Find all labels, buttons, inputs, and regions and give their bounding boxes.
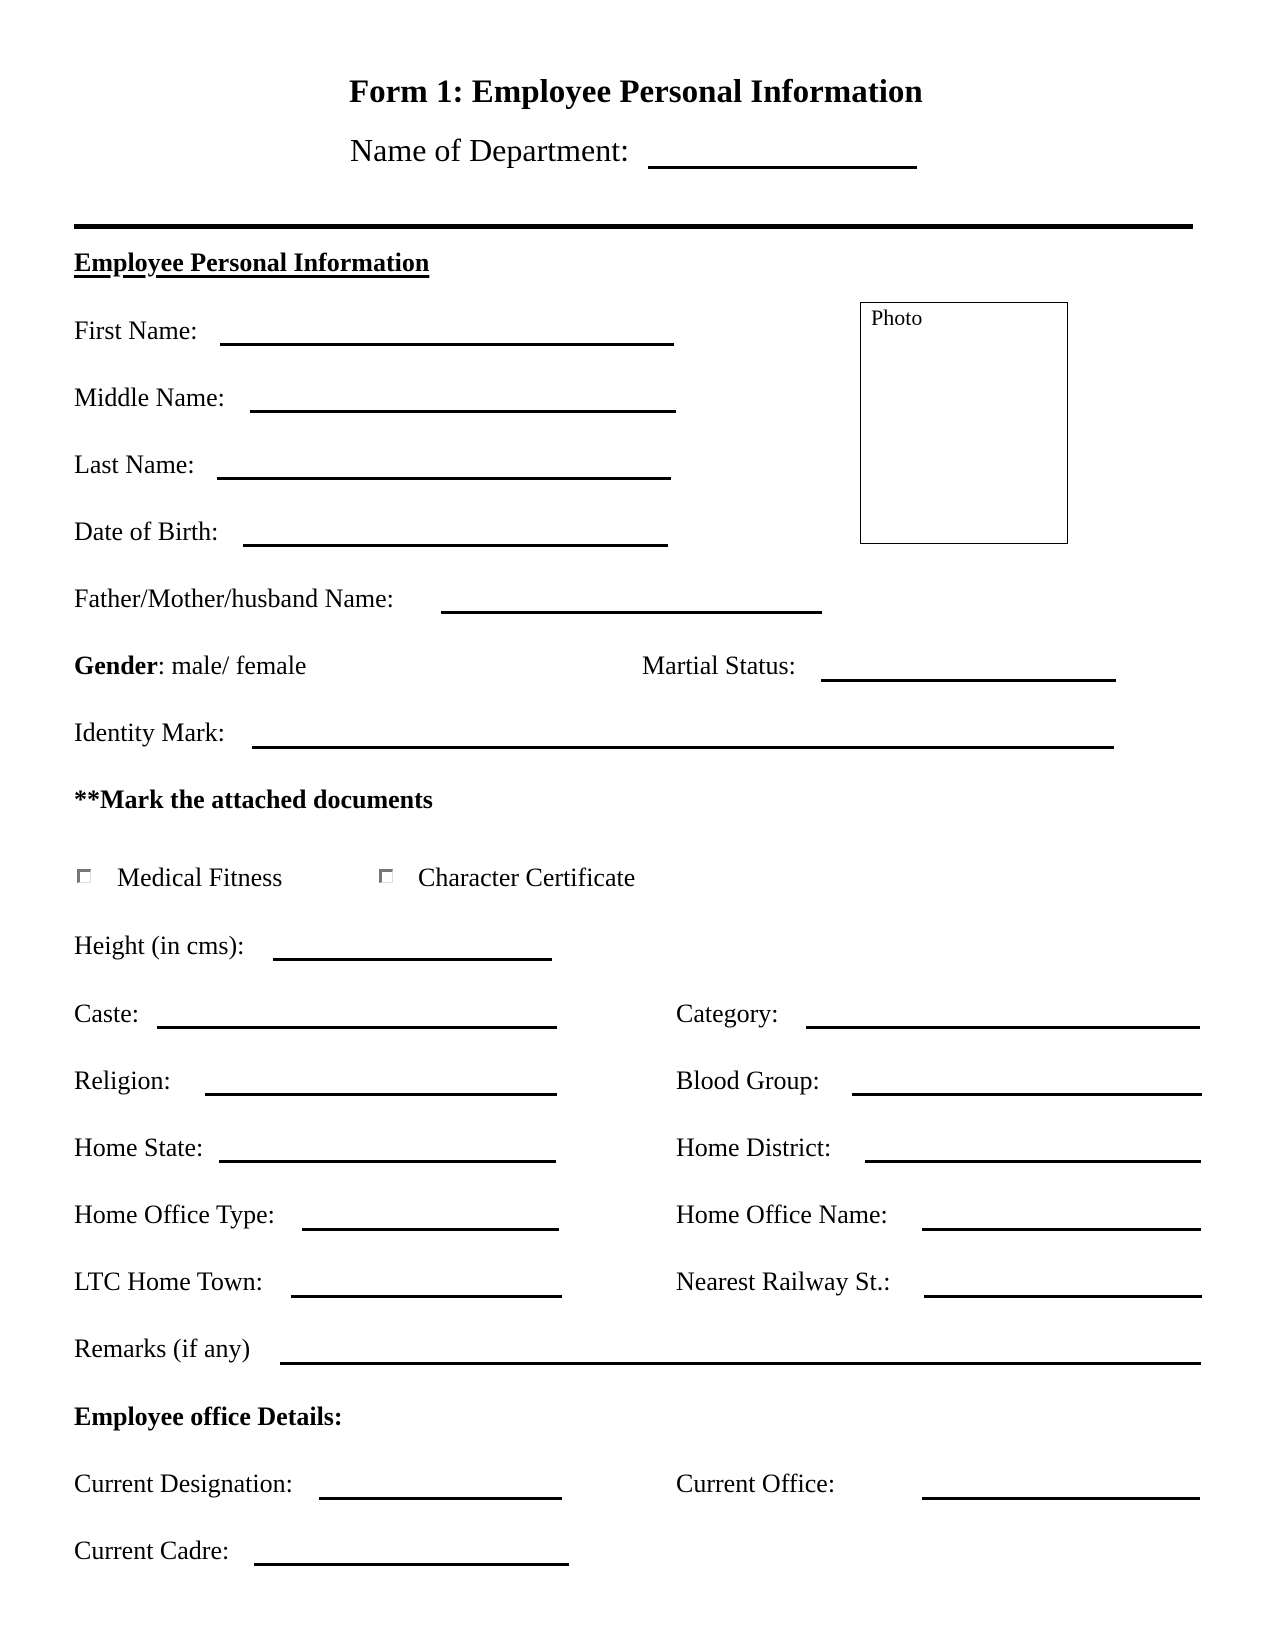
current-cadre-label: Current Cadre: <box>74 1536 230 1565</box>
blood-group-field[interactable] <box>852 1093 1202 1096</box>
home-district-label: Home District: <box>676 1133 832 1162</box>
middle-name-field[interactable] <box>250 410 676 413</box>
gender-label: Gender <box>74 651 158 680</box>
category-label: Category: <box>676 999 779 1028</box>
gender-options[interactable]: : male/ female <box>157 651 307 680</box>
ltc-home-town-field[interactable] <box>291 1295 562 1298</box>
identity-mark-label: Identity Mark: <box>74 718 225 747</box>
last-name-label: Last Name: <box>74 450 195 479</box>
remarks-field[interactable] <box>280 1362 1201 1365</box>
home-state-field[interactable] <box>219 1160 556 1163</box>
character-certificate-checkbox[interactable] <box>379 869 393 883</box>
first-name-label: First Name: <box>74 316 198 345</box>
medical-fitness-checkbox[interactable] <box>77 869 91 883</box>
middle-name-label: Middle Name: <box>74 383 225 412</box>
character-certificate-label: Character Certificate <box>418 863 636 892</box>
photo-box[interactable] <box>860 302 1068 544</box>
header-divider <box>74 224 1193 229</box>
dob-label: Date of Birth: <box>74 517 219 546</box>
height-field[interactable] <box>273 958 552 961</box>
blood-group-label: Blood Group: <box>676 1066 820 1095</box>
first-name-field[interactable] <box>220 343 674 346</box>
caste-label: Caste: <box>74 999 139 1028</box>
current-office-label: Current Office: <box>676 1469 836 1498</box>
home-office-type-field[interactable] <box>302 1228 559 1231</box>
department-label: Name of Department: <box>350 132 629 168</box>
home-office-name-label: Home Office Name: <box>676 1200 888 1229</box>
home-state-label: Home State: <box>74 1133 204 1162</box>
nearest-railway-field[interactable] <box>924 1295 1202 1298</box>
current-cadre-field[interactable] <box>254 1563 569 1566</box>
home-office-type-label: Home Office Type: <box>74 1200 275 1229</box>
height-label: Height (in cms): <box>74 931 245 960</box>
section-heading-office: Employee office Details: <box>74 1402 343 1431</box>
dob-field[interactable] <box>243 544 668 547</box>
documents-heading: **Mark the attached documents <box>74 785 433 814</box>
current-office-field[interactable] <box>922 1497 1200 1500</box>
medical-fitness-label: Medical Fitness <box>117 863 283 892</box>
nearest-railway-label: Nearest Railway St.: <box>676 1267 891 1296</box>
marital-status-field[interactable] <box>821 679 1116 682</box>
last-name-field[interactable] <box>217 477 671 480</box>
home-district-field[interactable] <box>865 1160 1201 1163</box>
category-field[interactable] <box>806 1026 1200 1029</box>
identity-mark-field[interactable] <box>252 746 1114 749</box>
religion-field[interactable] <box>205 1093 557 1096</box>
caste-field[interactable] <box>157 1026 557 1029</box>
parent-spouse-label: Father/Mother/husband Name: <box>74 584 394 613</box>
section-heading-personal: Employee Personal Information <box>74 248 430 277</box>
remarks-label: Remarks (if any) <box>74 1334 251 1363</box>
parent-spouse-field[interactable] <box>441 611 822 614</box>
department-input-line[interactable] <box>648 166 917 169</box>
gender-row <box>74 651 306 681</box>
form-title: Form 1: Employee Personal Information <box>349 74 923 110</box>
marital-status-label: Martial Status: <box>642 651 796 680</box>
current-designation-label: Current Designation: <box>74 1469 293 1498</box>
home-office-name-field[interactable] <box>922 1228 1201 1231</box>
religion-label: Religion: <box>74 1066 171 1095</box>
current-designation-field[interactable] <box>319 1497 562 1500</box>
ltc-home-town-label: LTC Home Town: <box>74 1267 263 1296</box>
photo-label: Photo <box>871 305 923 330</box>
